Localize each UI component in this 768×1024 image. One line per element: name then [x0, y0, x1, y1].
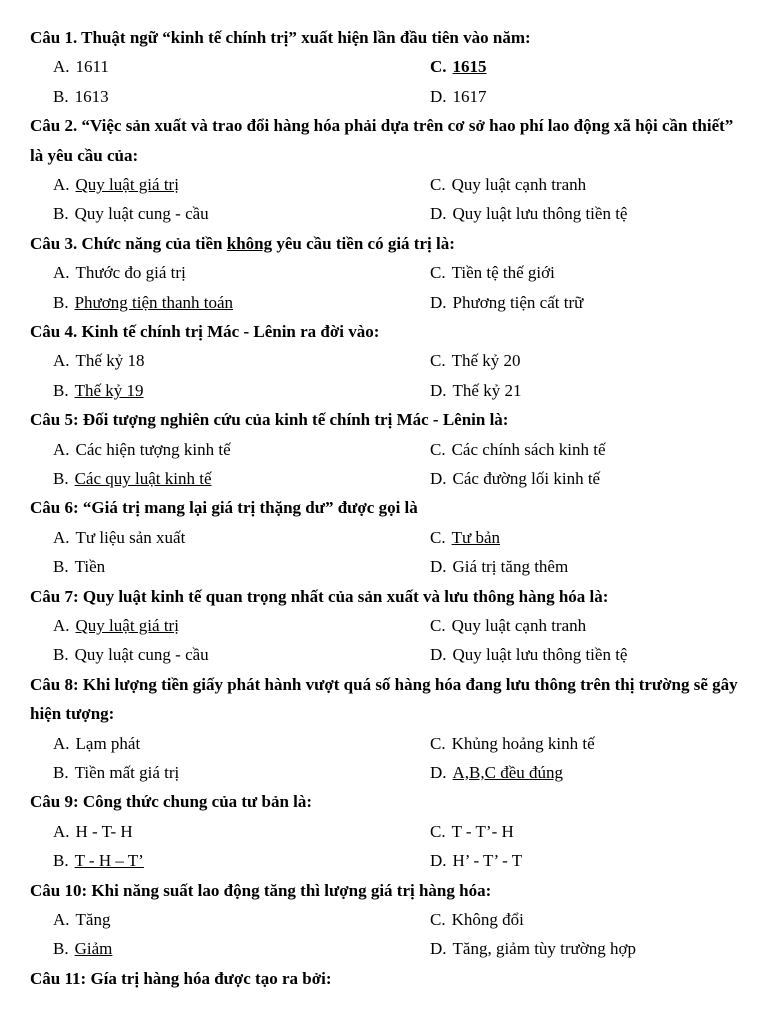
answer-option	[430, 464, 740, 493]
option-row	[30, 82, 742, 111]
option-letter: D.	[430, 762, 447, 782]
option-text: Tiền tệ thế giới	[451, 263, 555, 283]
document-page	[30, 23, 742, 993]
option-row	[30, 288, 742, 317]
option-text: Thế kỷ 20	[451, 351, 521, 371]
answer-option	[430, 170, 740, 199]
question-5	[30, 405, 742, 493]
answer-option	[30, 640, 430, 669]
correct-answer-option	[30, 934, 430, 963]
question-1	[30, 23, 742, 111]
question-title: Câu 11: Gía trị hàng hóa được tạo ra bởi:	[30, 968, 332, 988]
answer-option	[430, 552, 740, 581]
option-row	[30, 846, 742, 875]
answer-option	[430, 640, 740, 669]
answer-option	[430, 288, 740, 317]
option-letter: B.	[53, 86, 69, 106]
option-letter: C.	[430, 57, 447, 77]
question-7	[30, 582, 742, 670]
option-text: T - T’- H	[451, 821, 514, 841]
question-title: Câu 2. “Việc sản xuất và trao đổi hàng hóa phải dựa trên cơ sở hao phí lao động xã hội cần thiết” là yêu cầu của:	[30, 116, 734, 165]
option-letter: C.	[430, 439, 446, 459]
answer-option	[430, 199, 740, 228]
option-letter: C.	[430, 175, 446, 194]
option-text: Quy luật cung - cầu	[74, 204, 209, 224]
option-letter: B.	[53, 204, 69, 224]
option-text: Tư bản	[451, 527, 500, 547]
option-row	[30, 464, 742, 493]
correct-answer-option	[30, 376, 430, 405]
answer-option	[30, 729, 430, 758]
question-title-part: Câu 3. Chức năng của tiền	[30, 233, 227, 253]
answer-option	[30, 905, 430, 934]
option-letter: A.	[53, 57, 70, 77]
option-text: Giá trị tăng thêm	[452, 557, 569, 577]
option-row	[30, 640, 742, 669]
option-text: Quy luật cạnh tranh	[451, 175, 587, 194]
option-text: Thế kỷ 19	[74, 380, 144, 400]
correct-answer-option	[30, 846, 430, 875]
answer-option	[430, 82, 740, 111]
option-row	[30, 611, 742, 640]
question-title-keyword: không	[226, 233, 273, 253]
option-text: T - H – T’	[74, 851, 144, 871]
answer-option	[430, 729, 740, 758]
question-title: Câu 4. Kinh tế chính trị Mác - Lênin ra đời vào:	[30, 321, 380, 341]
question-title: Câu 9: Công thức chung của tư bản là:	[30, 792, 313, 812]
option-letter: A.	[53, 439, 70, 459]
option-text: Thước đo giá trị	[75, 263, 186, 283]
correct-answer-option	[30, 464, 430, 493]
option-text: Lạm phát	[75, 733, 141, 753]
option-row	[30, 817, 742, 846]
option-letter: A.	[53, 175, 70, 194]
option-text: 1615	[452, 57, 487, 77]
option-text: 1617	[452, 86, 487, 106]
option-text: Giảm	[74, 939, 113, 959]
option-text: Các hiện tượng kinh tế	[75, 439, 231, 459]
option-letter: D.	[430, 939, 447, 959]
option-letter: C.	[430, 615, 446, 635]
question-title: Câu 5: Đối tượng nghiên cứu của kinh tế chính trị Mác - Lênin là:	[30, 410, 509, 430]
option-row	[30, 758, 742, 787]
answer-option	[30, 817, 430, 846]
option-row	[30, 52, 742, 81]
option-row	[30, 435, 742, 464]
option-text: Phương tiện cất trữ	[452, 292, 584, 312]
option-text: Các chính sách kinh tế	[451, 439, 606, 459]
correct-answer-option	[30, 288, 430, 317]
answer-option	[30, 523, 430, 552]
option-letter: A.	[53, 351, 70, 371]
answer-option	[30, 258, 430, 287]
option-text: Quy luật giá trị	[75, 615, 179, 635]
option-text: 1611	[75, 57, 109, 77]
answer-option	[30, 82, 430, 111]
option-letter: C.	[430, 263, 446, 283]
option-text: A,B,C đều đúng	[452, 762, 564, 782]
option-letter: D.	[430, 468, 447, 488]
option-text: Quy luật cạnh tranh	[451, 615, 587, 635]
option-row	[30, 346, 742, 375]
question-8	[30, 670, 742, 788]
question-10	[30, 876, 742, 964]
option-letter: C.	[430, 909, 446, 929]
option-text: Tiền	[74, 557, 106, 577]
answer-option	[430, 258, 740, 287]
option-text: Quy luật cung - cầu	[74, 645, 209, 665]
option-letter: B.	[53, 557, 69, 577]
answer-option	[30, 346, 430, 375]
option-letter: D.	[430, 204, 447, 224]
option-letter: D.	[430, 851, 447, 871]
correct-answer-option	[430, 52, 740, 81]
question-6	[30, 493, 742, 581]
option-row	[30, 552, 742, 581]
option-text: Tiền mất giá trị	[74, 762, 180, 782]
option-text: Thế kỷ 21	[452, 380, 522, 400]
question-title: Câu 10: Khi năng suất lao động tăng thì lượng giá trị hàng hóa:	[30, 880, 492, 900]
option-text: Các quy luật kinh tế	[74, 468, 212, 488]
option-row	[30, 729, 742, 758]
option-letter: B.	[53, 851, 69, 871]
option-row	[30, 376, 742, 405]
option-text: Tăng	[75, 909, 111, 929]
answer-option	[430, 817, 740, 846]
option-text: H’ - T’ - T	[452, 851, 523, 871]
option-letter: A.	[53, 263, 70, 283]
answer-option	[30, 435, 430, 464]
option-letter: C.	[430, 527, 446, 547]
option-letter: D.	[430, 645, 447, 665]
correct-answer-option	[30, 611, 430, 640]
answer-option	[30, 552, 430, 581]
option-letter: C.	[430, 821, 446, 841]
answer-option	[30, 52, 430, 81]
question-11	[30, 964, 742, 993]
option-letter: B.	[53, 468, 69, 488]
option-text: Quy luật lưu thông tiền tệ	[452, 204, 628, 224]
question-2	[30, 111, 742, 229]
option-text: Các đường lối kinh tế	[452, 468, 601, 488]
answer-option	[430, 435, 740, 464]
option-letter: C.	[430, 733, 446, 753]
option-row	[30, 199, 742, 228]
option-letter: B.	[53, 292, 69, 312]
option-text: H - T- H	[75, 821, 133, 841]
option-row	[30, 523, 742, 552]
answer-option	[30, 758, 430, 787]
question-title: Câu 7: Quy luật kinh tế quan trọng nhất của sản xuất và lưu thông hàng hóa là:	[30, 586, 609, 606]
answer-option	[430, 376, 740, 405]
answer-option	[430, 611, 740, 640]
answer-option	[430, 846, 740, 875]
answer-option	[430, 934, 740, 963]
option-text: Thế kỷ 18	[75, 351, 145, 371]
option-text: Phương tiện thanh toán	[74, 292, 234, 312]
option-row	[30, 258, 742, 287]
answer-option	[430, 905, 740, 934]
question-title-part: yêu cầu tiền có giá trị là:	[272, 233, 455, 253]
option-letter: A.	[53, 909, 70, 929]
option-letter: A.	[53, 821, 70, 841]
option-letter: A.	[53, 733, 70, 753]
option-text: Tư liệu sản xuất	[75, 527, 186, 547]
option-text: Quy luật lưu thông tiền tệ	[452, 645, 628, 665]
answer-option	[430, 346, 740, 375]
question-4	[30, 317, 742, 405]
option-letter: A.	[53, 527, 70, 547]
option-row	[30, 170, 742, 199]
question-title: Câu 1. Thuật ngữ “kinh tế chính trị” xuất hiện lần đầu tiên vào năm:	[30, 28, 531, 47]
correct-answer-option	[30, 170, 430, 199]
option-letter: D.	[430, 380, 447, 400]
option-letter: B.	[53, 380, 69, 400]
correct-answer-option	[430, 523, 740, 552]
option-row	[30, 934, 742, 963]
option-letter: B.	[53, 645, 69, 665]
question-3	[30, 229, 742, 317]
option-text: 1613	[74, 86, 109, 106]
option-text: Quy luật giá trị	[75, 175, 179, 194]
question-title	[30, 229, 742, 258]
question-title: Câu 6: “Giá trị mang lại giá trị thặng dư” được gọi là	[30, 498, 418, 518]
question-title: Câu 8: Khi lượng tiền giấy phát hành vượt quá số hàng hóa đang lưu thông trên thị trường sẽ gây hiện tượng:	[30, 674, 738, 724]
option-letter: D.	[430, 292, 447, 312]
option-letter: D.	[430, 557, 447, 577]
option-text: Tăng, giảm tùy trường hợp	[452, 939, 637, 959]
answer-option	[30, 199, 430, 228]
option-letter: C.	[430, 351, 446, 371]
option-text: Không đổi	[451, 909, 524, 929]
option-letter: B.	[53, 762, 69, 782]
option-text: Khủng hoảng kinh tế	[451, 733, 595, 753]
option-letter: D.	[430, 86, 447, 106]
question-9	[30, 787, 742, 875]
option-letter: B.	[53, 939, 69, 959]
option-row	[30, 905, 742, 934]
option-letter: A.	[53, 615, 70, 635]
correct-answer-option	[430, 758, 740, 787]
